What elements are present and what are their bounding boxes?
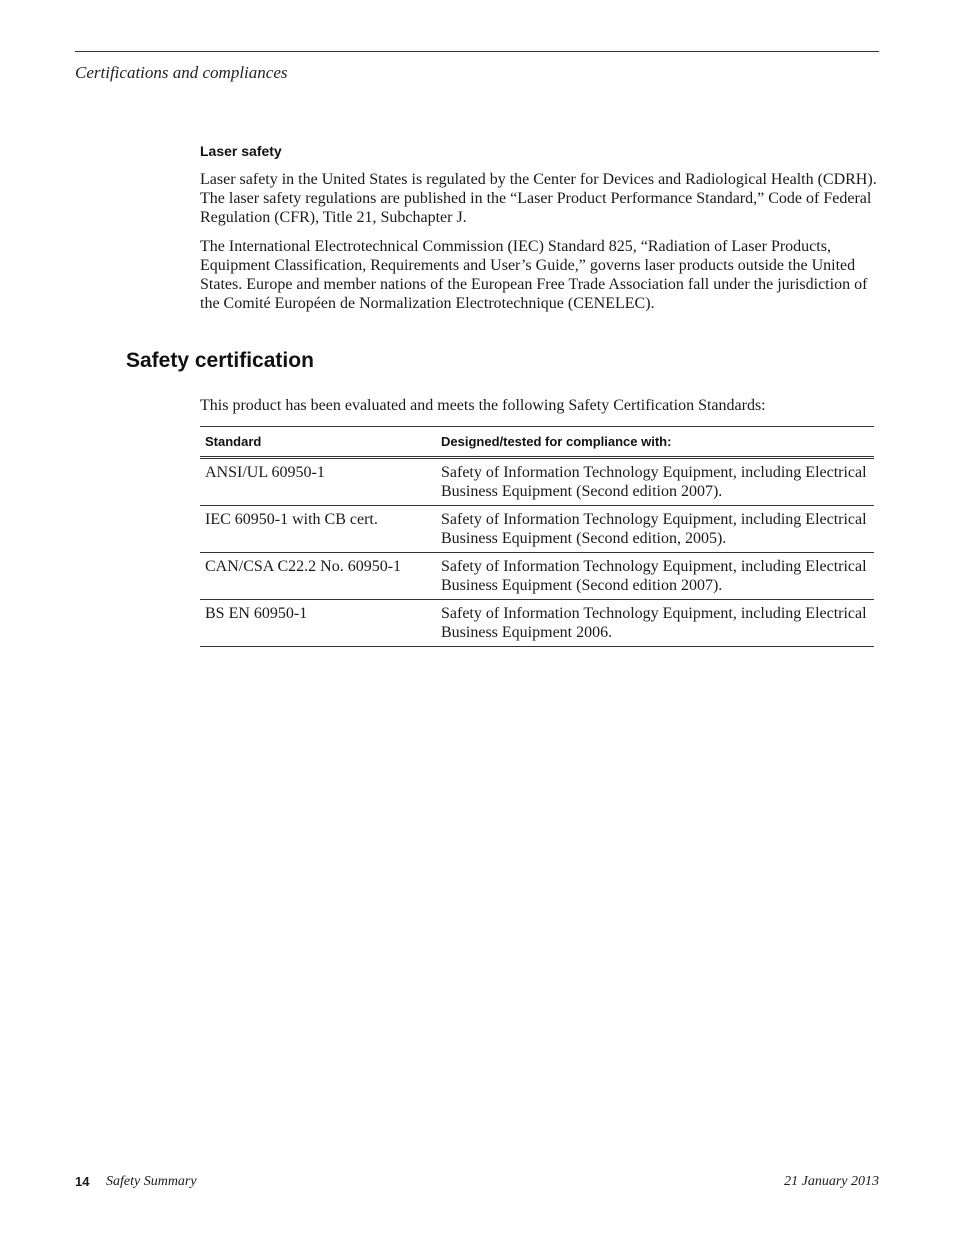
compliance-cell: Safety of Information Technology Equipment, including Electrical Business Equipment (Second edition, 2005). (441, 511, 867, 547)
laser-safety-paragraph-2: The International Electrotechnical Commission (IEC) Standard 825, “Radiation of Laser Products, Equipment Classification, Requirements and User’s Guide,” governs laser products outside the United States. Europe and member nations of the European Free Trade Association fall under the jurisdiction of the Comité Européen de Normalization Electrotechnique (CENELEC). (200, 238, 868, 312)
page-number: 14 (75, 1174, 90, 1189)
standard-cell: CAN/CSA C22.2 No. 60950-1 (205, 558, 402, 575)
footer-date: 21 January 2013 (784, 1174, 879, 1189)
safety-certification-heading: Safety certification (126, 349, 314, 372)
header-rule (75, 51, 879, 52)
compliance-cell: Safety of Information Technology Equipment, including Electrical Business Equipment (Second edition 2007). (441, 558, 867, 594)
laser-safety-paragraph-1: Laser safety in the United States is regulated by the Center for Devices and Radiological Health (CDRH). The laser safety regulations are published in the “Laser Product Performance Standard,” Code of Federal Regulation (CFR), Title 21, Subchapter J. (200, 171, 877, 226)
standard-cell: ANSI/UL 60950-1 (205, 464, 325, 481)
footer-doc-title: Safety Summary (106, 1174, 197, 1189)
laser-safety-heading: Laser safety (200, 143, 282, 159)
table-header-row (200, 427, 874, 459)
compliance-cell: Safety of Information Technology Equipment, including Electrical Business Equipment 2006. (441, 605, 867, 641)
column-header-standard: Standard (205, 434, 262, 449)
running-header: Certifications and compliances (75, 63, 288, 82)
table-row (200, 600, 874, 647)
standard-cell: BS EN 60950-1 (205, 605, 308, 622)
table-row (200, 506, 874, 553)
standard-cell: IEC 60950-1 with CB cert. (205, 511, 378, 528)
compliance-cell: Safety of Information Technology Equipment, including Electrical Business Equipment (Second edition 2007). (441, 464, 867, 500)
table-row (200, 553, 874, 600)
safety-certification-intro: This product has been evaluated and meets the following Safety Certification Standards: (200, 397, 766, 414)
column-header-compliance: Designed/tested for compliance with: (441, 434, 672, 449)
standards-table (200, 426, 874, 647)
table-row (200, 459, 874, 506)
